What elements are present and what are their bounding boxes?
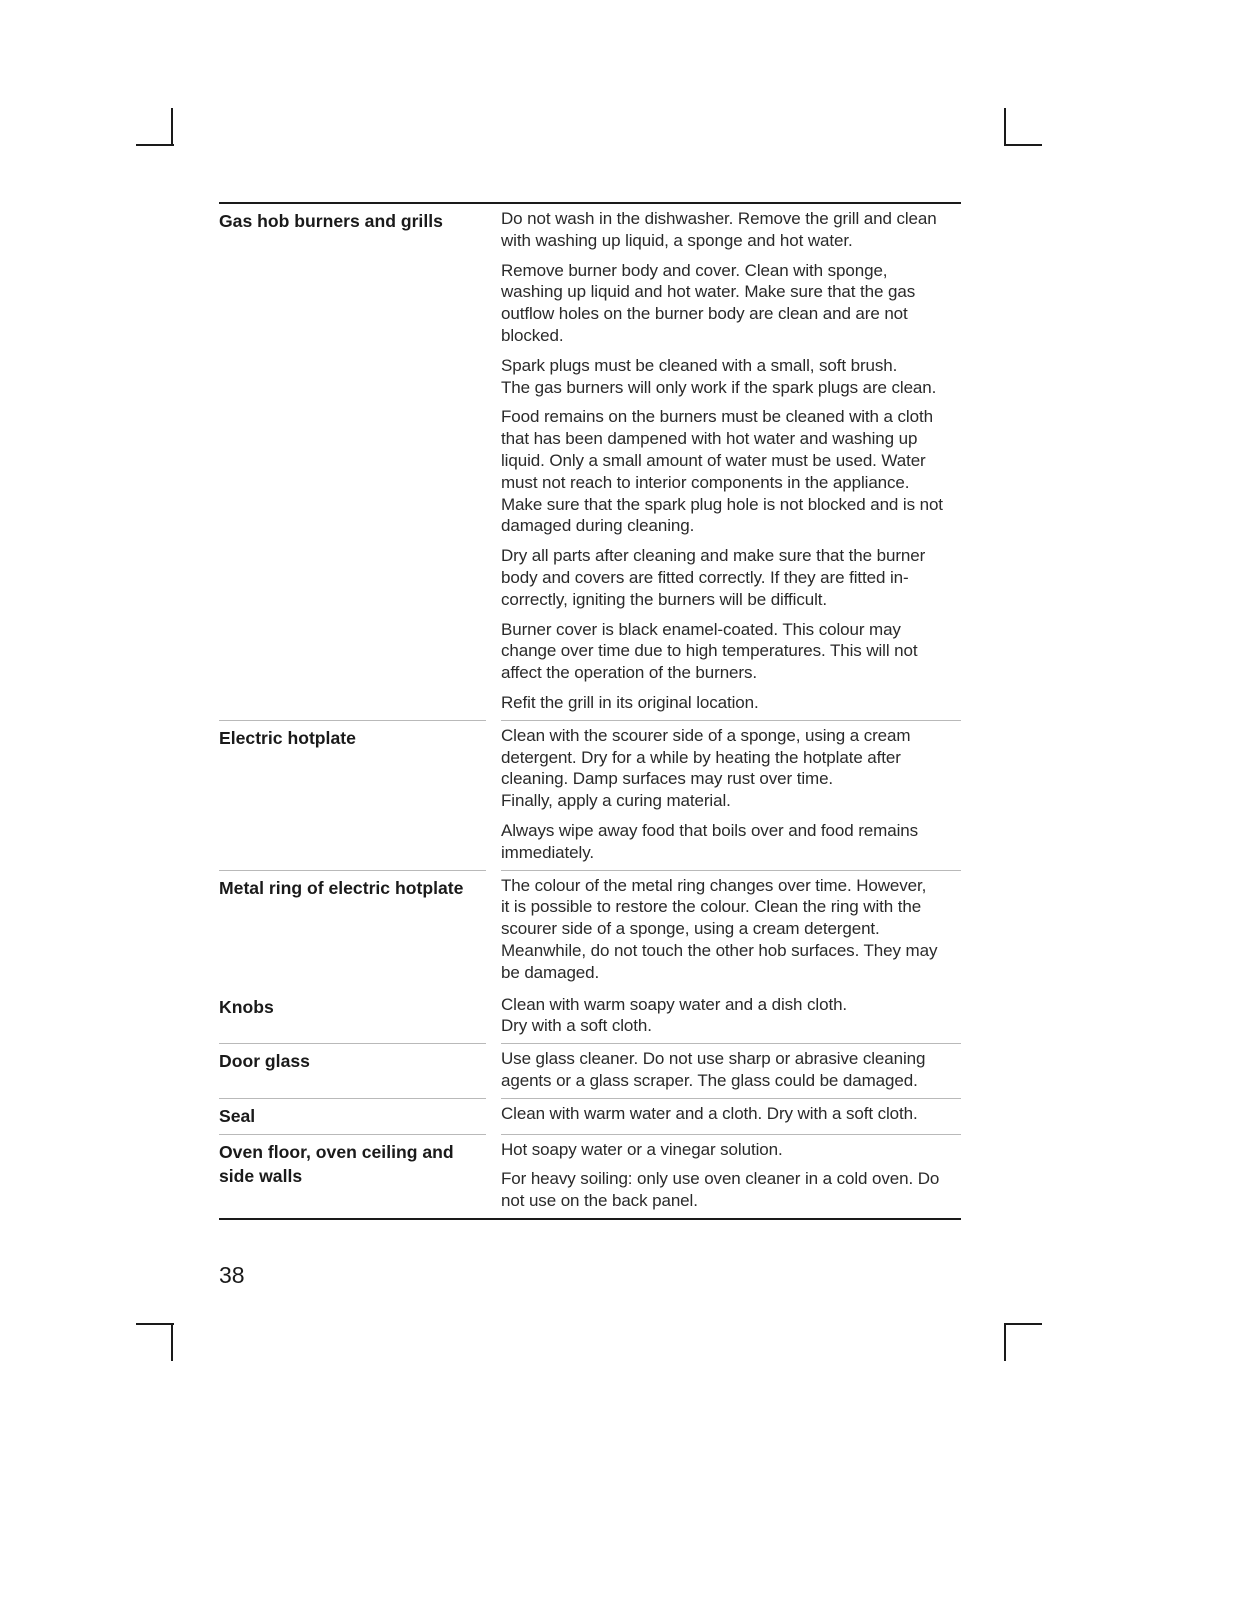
row-label: Electric hotplate <box>219 720 486 870</box>
table-row <box>219 720 961 870</box>
column-gap <box>486 870 501 990</box>
table-row <box>219 870 961 990</box>
crop-mark-top-right-vertical <box>1004 108 1006 146</box>
description-paragraph: Do not wash in the dishwasher. Remove the grill and clean with washing up liquid, a sponge and hot water. <box>501 209 937 250</box>
crop-mark-top-left-vertical <box>171 108 173 146</box>
crop-mark-top-left-horizontal <box>136 144 174 146</box>
description-paragraph: Clean with warm soapy water and a dish cloth. Dry with a soft cloth. <box>501 994 848 1036</box>
table-row <box>219 204 961 720</box>
column-gap <box>486 204 501 720</box>
row-description <box>501 1043 961 1098</box>
description-paragraph: Hot soapy water or a vinegar solution. <box>501 1139 783 1159</box>
table-row <box>219 990 961 1044</box>
row-description <box>501 870 961 990</box>
crop-mark-bottom-left-vertical <box>171 1323 173 1361</box>
description-paragraph: Always wipe away food that boils over and food remains immediately. <box>501 820 918 862</box>
table-row <box>219 1134 961 1218</box>
column-gap <box>486 1134 501 1218</box>
row-description <box>501 720 961 870</box>
crop-mark-bottom-right-horizontal <box>1004 1323 1042 1325</box>
row-description <box>501 1134 961 1218</box>
description-paragraph: Spark plugs must be cleaned with a small, soft brush. The gas burners will only work if the spark plugs are clean. <box>501 355 937 397</box>
column-gap <box>486 990 501 1044</box>
crop-mark-bottom-left-horizontal <box>136 1323 174 1325</box>
column-gap <box>486 1043 501 1098</box>
row-label: Oven floor, oven ceiling and side walls <box>219 1134 486 1218</box>
description-paragraph: Use glass cleaner. Do not use sharp or abrasive cleaning agents or a glass scraper. The glass could be damaged. <box>501 1049 926 1090</box>
row-description <box>501 990 961 1044</box>
description-paragraph: Burner cover is black enamel-coated. This colour may change over time due to high temperatures. This will not affect the operation of the burners. <box>501 619 918 683</box>
description-paragraph: The colour of the metal ring changes over time. However, it is possible to restore the colour. Clean the ring with the scourer side of a sponge, using a cream detergent. Meanwhile, do not touch the other hob surfaces. They may be damaged. <box>501 875 938 982</box>
table-body <box>219 204 961 1218</box>
description-paragraph: For heavy soiling: only use oven cleaner in a cold oven. Do not use on the back panel. <box>501 1169 940 1211</box>
row-label: Metal ring of electric hotplate <box>219 870 486 990</box>
page-number: 38 <box>219 1262 245 1288</box>
description-paragraph: Dry all parts after cleaning and make sure that the burner body and covers are fitted correctly. If they are fitted in- correctly, igniting the burners will be difficult. <box>501 546 926 609</box>
row-label: Knobs <box>219 996 274 1017</box>
description-paragraph: Remove burner body and cover. Clean with sponge, washing up liquid and hot water. Make sure that the gas outflow holes on the burner body are clean and are not blocked. <box>501 260 916 345</box>
cleaning-table <box>219 202 961 1220</box>
column-gap <box>486 720 501 870</box>
row-label: Gas hob burners and grills <box>219 211 443 231</box>
row-description <box>501 204 961 720</box>
row-label: Seal <box>219 1098 486 1134</box>
description-paragraph: Clean with warm water and a cloth. Dry with a soft cloth. <box>501 1103 918 1123</box>
crop-mark-bottom-right-vertical <box>1004 1323 1006 1361</box>
row-label: Door glass <box>219 1043 486 1098</box>
column-gap <box>486 1098 501 1134</box>
table-row <box>219 1098 961 1134</box>
row-description <box>501 1098 961 1134</box>
table-row <box>219 1043 961 1098</box>
crop-mark-top-right-horizontal <box>1004 144 1042 146</box>
table-bottom-rule <box>219 1218 961 1220</box>
description-paragraph: Clean with the scourer side of a sponge, using a cream detergent. Dry for a while by heating the hotplate after cleaning. Damp surfaces may rust over time. Finally, apply a curing material. <box>501 725 911 811</box>
description-paragraph: Food remains on the burners must be cleaned with a cloth that has been dampened with hot water and washing up liquid. Only a small amount of water must be used. Water must not reach to interior components in the appliance. Make sure that the spark plug hole is not blocked and is not damaged during cleaning. <box>501 407 943 536</box>
description-paragraph: Refit the grill in its original location. <box>501 692 759 712</box>
